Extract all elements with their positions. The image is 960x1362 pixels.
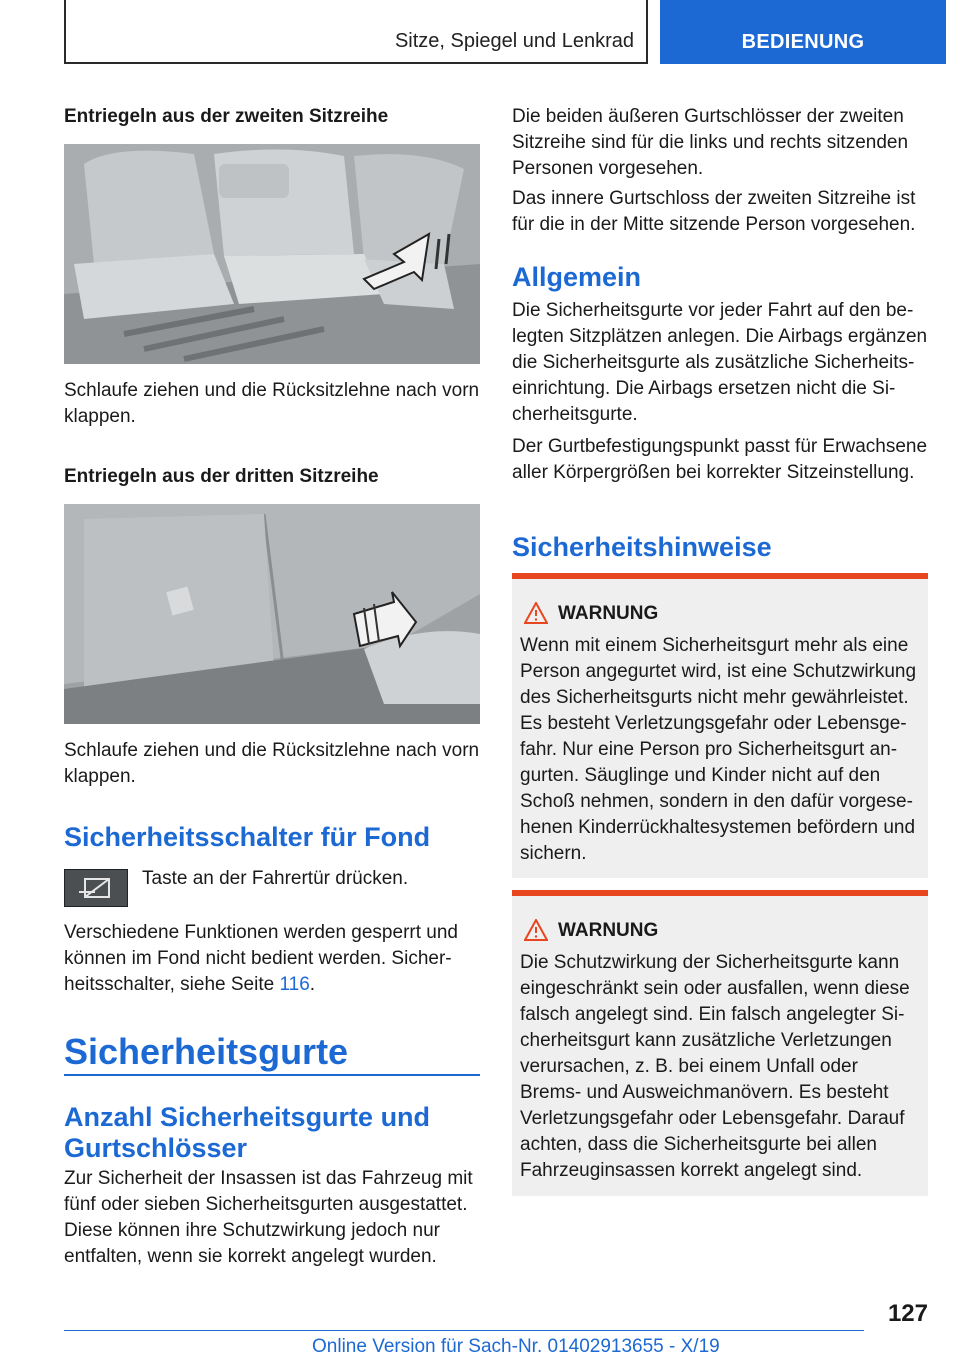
photo-third-row-seats <box>64 504 480 724</box>
warning-1-title: WARNUNG <box>558 603 659 624</box>
warning-triangle-icon <box>524 919 548 941</box>
para-outer-buckles: Die beiden äußeren Gurtschlösser der zweiten Sitzreihe sind für die links und rechts sitzenden Personen vorgesehen. <box>512 106 909 179</box>
warning-2-text: Die Schutzwirkung der Sicherheitsgurte kann eingeschränkt sein oder ausfallen, wenn diese falsch angelegt sind. Ein falsch angelegter Sicherheitsgurt kann zusätzliche Verletzungen verursachen, z. B. bei einem Unfall oder Brems- und Ausweichmanövern. Es besteht Verletzungsgefahr oder Lebensgefahr. Darauf achten, dass die Sicherheitsgurte bei allen Fahrzeuginsassen korrekt angelegt sind. <box>520 952 910 1181</box>
heading-second-row: Entriegeln aus der zweiten Sitzreihe <box>64 106 389 127</box>
heading-general: Allgemein <box>512 262 642 292</box>
heading-rule <box>64 1074 480 1076</box>
page-number: 127 <box>887 1300 928 1327</box>
warning-box-2 <box>512 890 928 1196</box>
para-belt-count: Zur Sicherheit der Insassen ist das Fahrzeug mit fünf oder sieben Sicherheitsgurten ausgestattet. Diese können ihre Schutzwirkung jedoch nur entfalten, wenn sie korrekt angelegt wurden. <box>64 1168 473 1267</box>
warning-1-heading <box>558 601 920 627</box>
para-inner-buckle: Das innere Gurtschloss der zweiten Sitzreihe ist für die in der Mitte sitzende Person vorgesehen. <box>512 188 916 235</box>
warning-2-title: WARNUNG <box>558 920 659 941</box>
caption-second-row: Schlaufe ziehen und die Rücksitzlehne nach vorn klappen. <box>64 380 480 427</box>
para-functions-end: . <box>309 974 316 995</box>
caption-third-row: Schlaufe ziehen und die Rücksitzlehne nach vorn klappen. <box>64 740 480 787</box>
header-section-tab: BEDIENUNG <box>660 0 946 64</box>
para-functions <box>64 920 480 998</box>
warning-2-heading <box>558 918 920 944</box>
footer-rule <box>64 1330 864 1331</box>
header-chapter-title: Sitze, Spiegel und Lenkrad <box>394 30 634 52</box>
heading-belt-count: Anzahl Sicherheitsgurte und Gurtschlösser <box>64 1102 431 1163</box>
child-lock-button-icon <box>64 869 128 907</box>
footer-online-version: Online Version für Sach-Nr. 01402913655 - X/19 <box>312 1336 720 1357</box>
warning-1-text: Wenn mit einem Sicherheitsgurt mehr als eine Person angegurtet wird, ist eine Schutzwirkung des Sicherheitsgurts nicht mehr gewährleistet. Es besteht Verletzungsgefahr oder Lebensgefahr. Nur eine Person pro Sicherheitsgurt angurten. Säuglinge und Kinder nicht auf den Schoß nehmen, sondern in den dafür vorgesehenen Kinderrückhaltesystemen befördern und sichern. <box>520 635 917 864</box>
para-functions-text: Verschiedene Funktionen werden gesperrt und können im Fond nicht bedient werden. Sicherheitsschalter, siehe Seite <box>64 922 458 995</box>
header-chapter-box <box>64 0 648 64</box>
heading-safety-notes: Sicherheitshinweise <box>512 532 772 562</box>
heading-third-row: Entriegeln aus der dritten Sitzreihe <box>64 466 379 487</box>
heading-safety-switch: Sicherheitsschalter für Fond <box>64 822 431 852</box>
safety-switch-instruction: Taste an der Fahrertür drücken. <box>142 868 409 889</box>
heading-seatbelts: Sicherheitsgurte <box>64 1031 349 1072</box>
warning-triangle-icon <box>524 602 548 624</box>
page-link-116[interactable]: 116 <box>279 974 310 995</box>
para-general: Die Sicherheitsgurte vor jeder Fahrt auf den belegten Sitzplätzen anlegen. Die Airbags ergänzen die Sicherheitsgurte als zusätzliche Sicherheitseinrichtung. Die Airbags ersetzen nicht die Sicherheitsgurte. <box>512 300 928 425</box>
photo-second-row-seats <box>64 144 480 364</box>
warning-box-1 <box>512 573 928 878</box>
para-anchor-point: Der Gurtbefestigungspunkt passt für Erwachsene aller Körpergrößen bei korrekter Sitzeinstellung. <box>512 436 928 483</box>
